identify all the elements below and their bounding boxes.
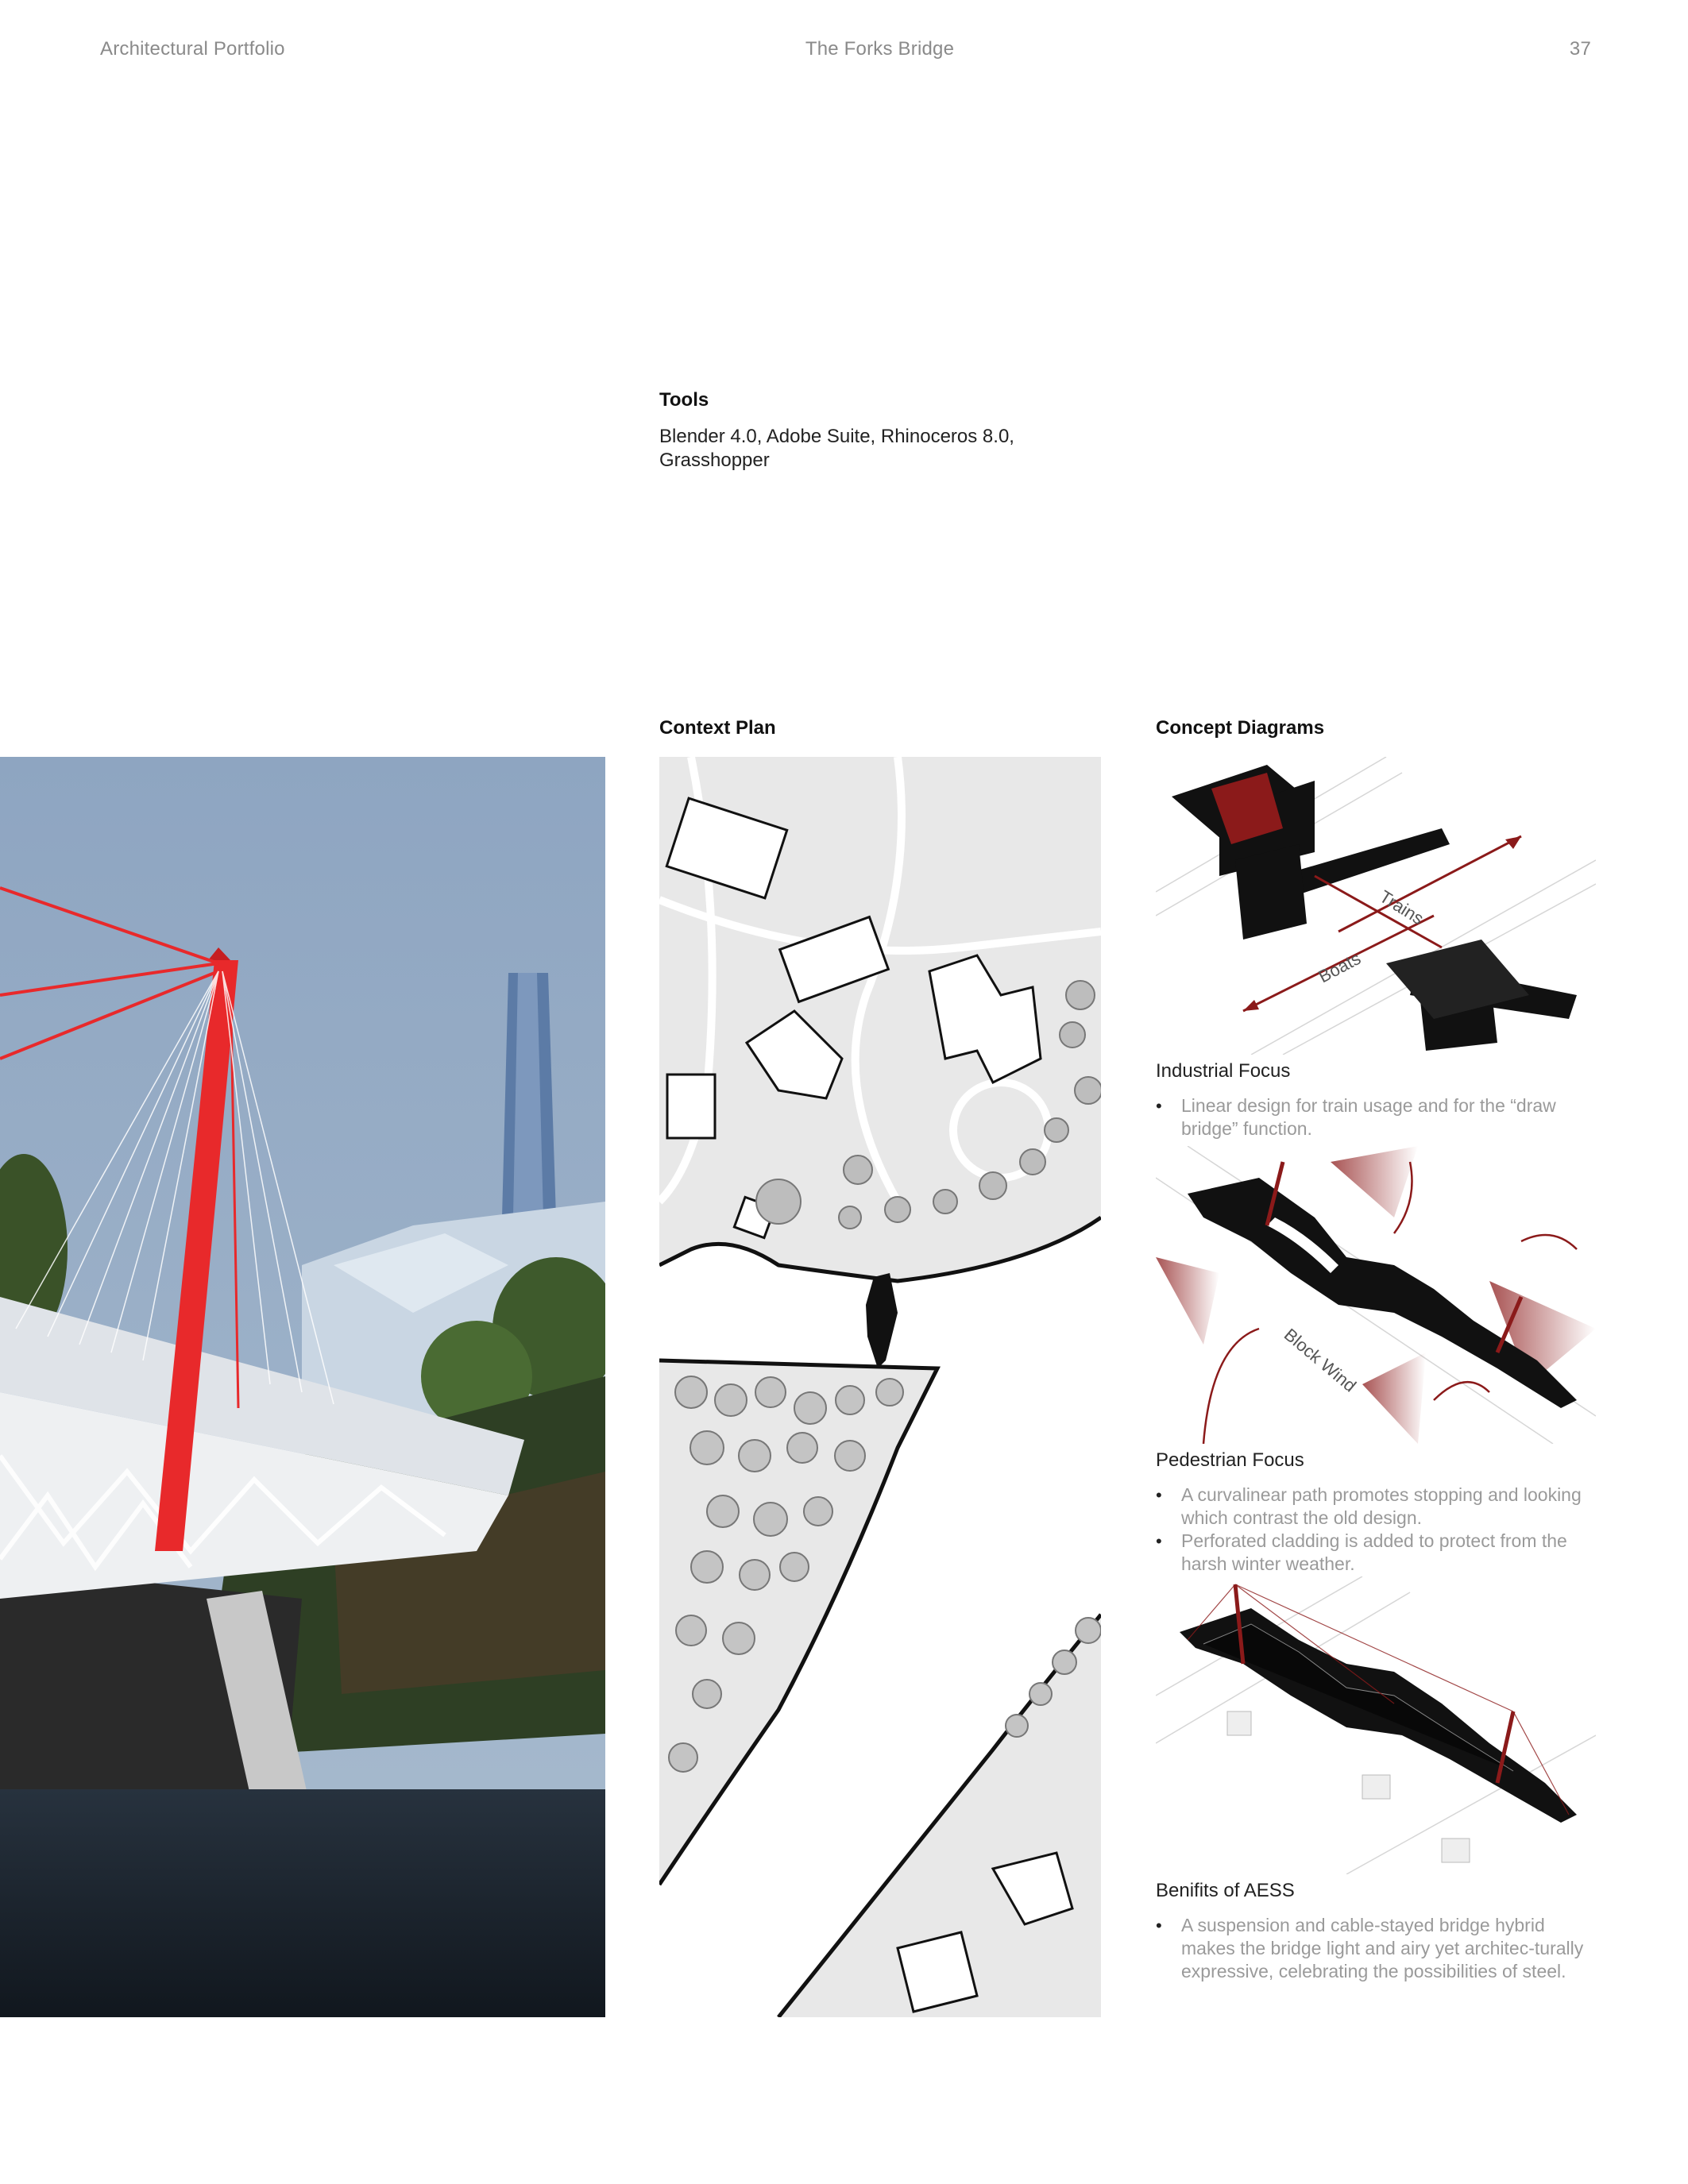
concept-diagrams-heading: Concept Diagrams bbox=[1156, 717, 1325, 739]
list-item: • A curvalinear path promotes stopping and looking which contrast the old design. bbox=[1156, 1484, 1601, 1530]
pedestrian-focus-title: Pedestrian Focus bbox=[1156, 1449, 1304, 1471]
list-item: • Linear design for train usage and for the “draw bridge” function. bbox=[1156, 1094, 1601, 1140]
industrial-focus-title: Industrial Focus bbox=[1156, 1060, 1291, 1082]
portfolio-title: Architectural Portfolio bbox=[100, 38, 285, 60]
project-title: The Forks Bridge bbox=[805, 38, 955, 60]
aess-benefits-bullets bbox=[1156, 1914, 1601, 1983]
tools-list: Blender 4.0, Adobe Suite, Rhinoceros 8.0, Grasshopper bbox=[659, 426, 1014, 471]
boats-label: Boats bbox=[1315, 947, 1365, 987]
pedestrian-focus-bullets bbox=[1156, 1484, 1601, 1576]
aess-benefits-diagram bbox=[1156, 1576, 1596, 1874]
block-wind-label: Block Wind bbox=[1280, 1324, 1361, 1396]
context-plan-heading: Context Plan bbox=[659, 717, 776, 739]
tools-heading: Tools bbox=[659, 389, 709, 411]
list-item: • A suspension and cable-stayed bridge hybrid makes the bridge light and airy yet architec-turally expressive, celebrating the possibilities of steel. bbox=[1156, 1914, 1601, 1983]
context-plan-map bbox=[659, 757, 1101, 2017]
page-number: 37 bbox=[1569, 38, 1591, 60]
pedestrian-focus-diagram bbox=[1156, 1146, 1596, 1444]
bridge-render-photo bbox=[0, 757, 605, 2017]
industrial-focus-bullets bbox=[1156, 1094, 1601, 1140]
list-item: • Perforated cladding is added to protect from the harsh winter weather. bbox=[1156, 1530, 1601, 1576]
trains-label: Trains bbox=[1376, 886, 1427, 929]
industrial-focus-diagram bbox=[1156, 757, 1596, 1055]
aess-benefits-title: Benifits of AESS bbox=[1156, 1880, 1295, 1901]
